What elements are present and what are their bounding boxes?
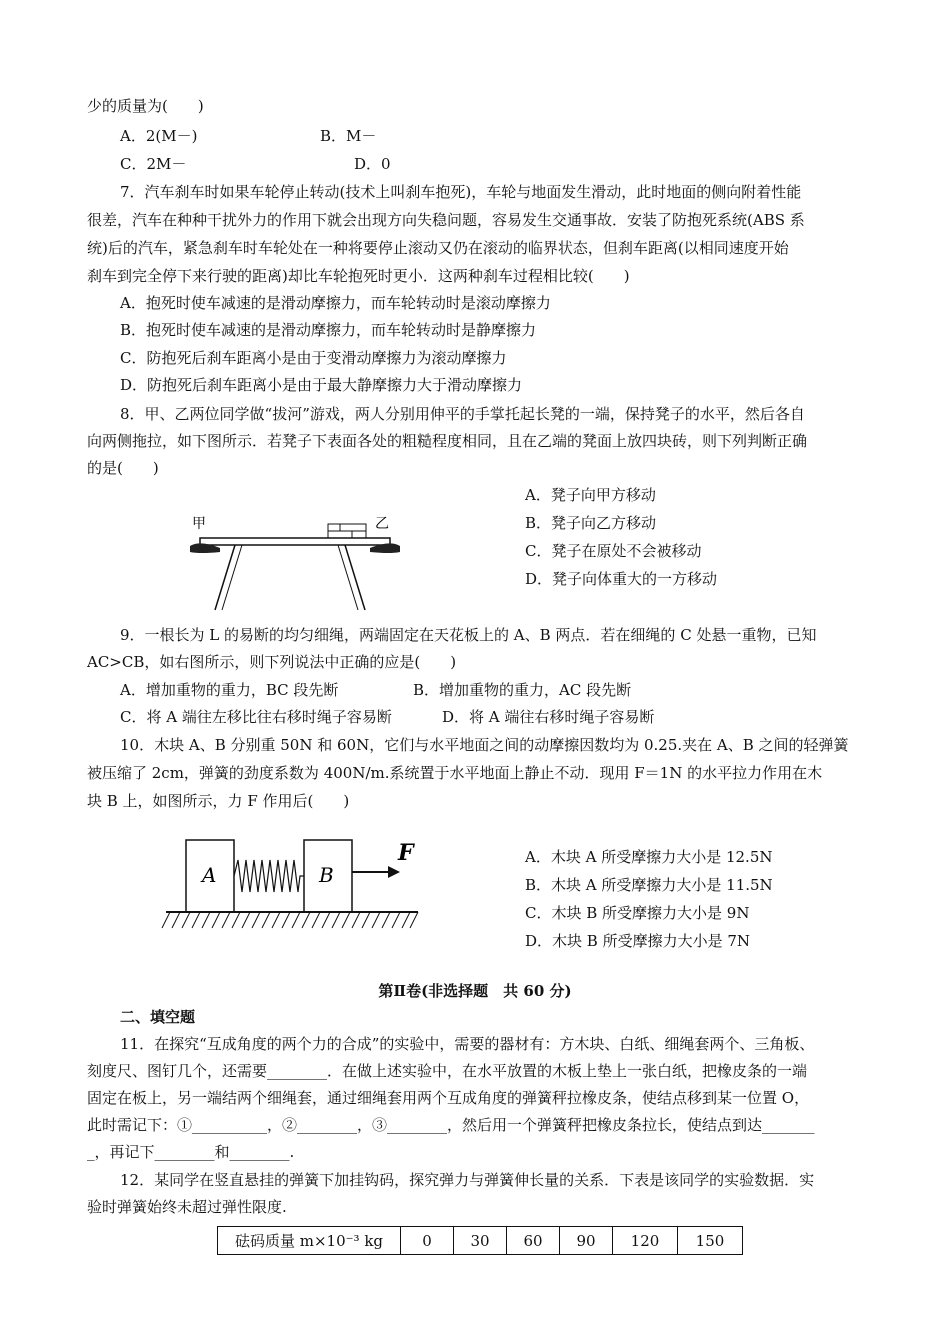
label-yi: 乙 — [375, 516, 389, 532]
q6-option-a: A．2(M－) — [120, 127, 198, 145]
section-2-heading: 二、填空题 — [120, 1008, 196, 1026]
table-header-cell: 砝码质量 m×10⁻³ kg — [218, 1227, 401, 1255]
q9-line-2: AC>CB，如右图所示，则下列说法中正确的应是( ) — [87, 653, 457, 671]
q10-option-d: D．木块 B 所受摩擦力大小是 7N — [525, 932, 751, 950]
q12-line-1: 12．某同学在竖直悬挂的弹簧下加挂钩码，探究弹力与弹簧伸长量的关系．下表是该同学的实验数据．实 — [120, 1171, 815, 1189]
q9-option-c: C．将 A 端往左移比往右移时绳子容易断 — [120, 708, 392, 726]
mass-table — [217, 1226, 743, 1255]
q9-option-a: A．增加重物的重力，BC 段先断 — [120, 681, 339, 699]
q7-option-c: C．防抱死后刹车距离小是由于变滑动摩擦力为滚动摩擦力 — [120, 349, 507, 367]
q7-option-b: B．抱死时使车减速的是滑动摩擦力，而车轮转动时是静摩擦力 — [120, 321, 537, 339]
q7-line-3: 统)后的汽车，紧急刹车时车轮处在一种将要停止滚动又仍在滚动的临界状态，但刹车距离(以相同速度开始 — [87, 239, 789, 257]
q7-line-1: 7．汽车刹车时如果车轮停止转动(技术上叫刹车抱死)，车轮与地面发生滑动，此时地面的侧向附着性能 — [120, 183, 802, 201]
q11-line-5: _，再记下________和________. — [87, 1143, 295, 1161]
q11-line-3: 固定在板上，另一端结两个细绳套，通过细绳套用两个互成角度的弹簧秤拉橡皮条，使结点移到某一位置 O， — [87, 1089, 810, 1107]
q12-line-2: 验时弹簧始终未超过弹性限度. — [87, 1198, 287, 1216]
table-cell: 150 — [678, 1227, 743, 1255]
q8-option-c: C．凳子在原处不会被移动 — [525, 542, 702, 560]
force-label: F — [398, 840, 414, 866]
q9-option-b: B．增加重物的重力，AC 段先断 — [413, 681, 632, 699]
bench-top — [200, 538, 390, 545]
q6-option-c: C．2M－ — [120, 155, 187, 173]
q8-option-a: A．凳子向甲方移动 — [525, 486, 656, 504]
q10-option-a: A．木块 A 所受摩擦力大小是 12.5N — [525, 848, 773, 866]
q6-option-d: D．0 — [354, 155, 391, 173]
table-cell: 30 — [454, 1227, 507, 1255]
q10-line-1: 10．木块 A、B 分别重 50N 和 60N，它们与水平地面之间的动摩擦因数均为 0.25.夹在 A、B 之间的轻弹簧 — [120, 736, 849, 754]
q6-stem-tail: 少的质量为( ) — [87, 97, 204, 115]
q8-line-1: 8．甲、乙两位同学做“拔河”游戏，两人分别用伸平的手掌托起长凳的一端，保持凳子的水平，然后各自 — [120, 405, 805, 423]
q11-line-4: 此时需记下：①__________，②________，③________，然后用一个弹簧秤把橡皮条拉长，使结点到达_______ — [87, 1116, 815, 1134]
q7-option-d: D．防抱死后刹车距离小是由于最大静摩擦力大于滑动摩擦力 — [120, 376, 523, 394]
q7-line-2: 很差，汽车在种种干扰外力的作用下就会出现方向失稳问题，容易发生交通事故．安装了防抱死系统(ABS 系 — [87, 211, 805, 229]
bench-figure — [180, 510, 410, 615]
spring — [234, 860, 304, 892]
block-a-label: A — [202, 863, 217, 887]
q11-line-2: 刻度尺、图钉几个，还需要________．在做上述实验中，在水平放置的木板上垫上一张白纸，把橡皮条的一端 — [87, 1062, 808, 1080]
q10-option-c: C．木块 B 所受摩擦力大小是 9N — [525, 904, 750, 922]
q9-option-d: D．将 A 端往右移时绳子容易断 — [442, 708, 655, 726]
table-cell: 120 — [613, 1227, 678, 1255]
table-cell: 90 — [560, 1227, 613, 1255]
q10-option-b: B．木块 A 所受摩擦力大小是 11.5N — [525, 876, 773, 894]
q10-line-3: 块 B 上，如图所示，力 F 作用后( ) — [87, 792, 350, 810]
label-jia: 甲 — [192, 516, 206, 532]
section-2-title: 第Ⅱ卷(非选择题 共 60 分) — [378, 982, 572, 1000]
q9-line-1: 9．一根长为 L 的易断的均匀细绳，两端固定在天花板上的 A、B 两点．若在细绳的 C 处悬一重物，已知 — [120, 626, 817, 644]
brick — [328, 524, 366, 531]
q7-option-a: A．抱死时使车减速的是滑动摩擦力，而车轮转动时是滚动摩擦力 — [120, 294, 551, 312]
q10-line-2: 被压缩了 2cm，弹簧的劲度系数为 400N/m.系统置于水平地面上静止不动．现用 F＝1N 的水平拉力作用在木 — [87, 764, 823, 782]
blocks-spring-figure — [160, 830, 430, 940]
q11-line-1: 11．在探究“互成角度的两个力的合成”的实验中，需要的器材有：方木块、白纸、细绳套两个、三角板、 — [120, 1035, 815, 1053]
q8-option-b: B．凳子向乙方移动 — [525, 514, 657, 532]
table-cell: 60 — [507, 1227, 560, 1255]
block-b-label: B — [319, 863, 334, 887]
q8-line-3: 的是( ) — [87, 459, 159, 477]
brick — [328, 531, 366, 538]
q8-line-2: 向两侧拖拉，如下图所示．若凳子下表面各处的粗糙程度相同，且在乙端的凳面上放四块砖，则下列判断正确 — [87, 432, 808, 450]
q8-option-d: D．凳子向体重大的一方移动 — [525, 570, 718, 588]
table-cell: 0 — [401, 1227, 454, 1255]
q7-line-4: 刹车到完全停下来行驶的距离)却比车轮抱死时更小．这两种刹车过程相比较( ) — [87, 267, 630, 285]
q6-option-b: B．M－ — [320, 127, 377, 145]
table-row — [218, 1227, 743, 1255]
